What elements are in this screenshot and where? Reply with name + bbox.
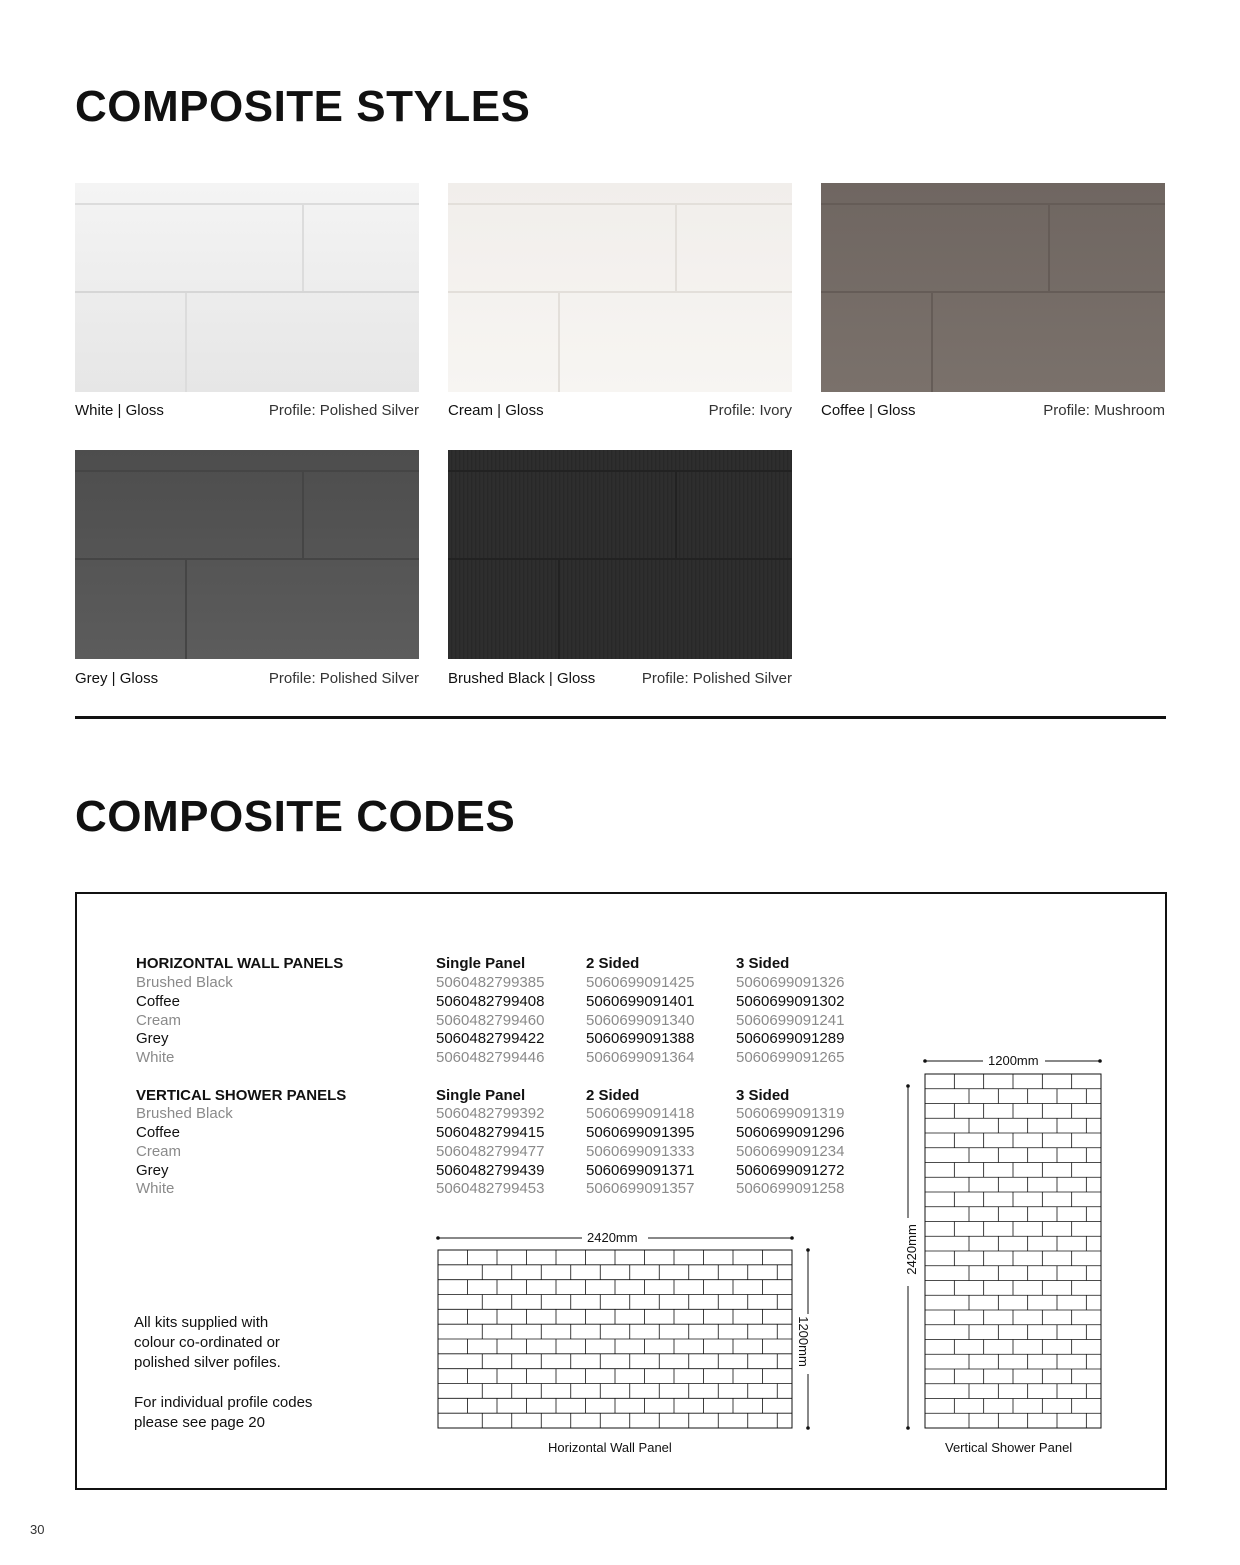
swatch-caption-brushed-black [448,670,792,687]
table-row-name: White [136,1180,175,1197]
table-row-name: Brushed Black [136,1105,233,1122]
code-two: 5060699091425 [586,974,695,991]
code-single: 5060482799385 [436,974,545,991]
code-two: 5060699091401 [586,993,695,1010]
vertical-col-single: Single Panel [436,1087,526,1104]
table-row-name: Cream [136,1012,182,1029]
codes-title: COMPOSITE CODES [75,792,516,841]
code-single: 5060482799392 [436,1105,545,1122]
code-three: 5060699091302 [736,993,845,1010]
table-row-name: Coffee [136,993,180,1010]
code-single: 5060482799453 [436,1180,545,1197]
code-single: 5060482799446 [436,1049,545,1066]
code-single: 5060482799477 [436,1143,545,1160]
code-two: 5060699091388 [586,1030,695,1047]
code-single: 5060482799415 [436,1124,545,1141]
code-two: 5060699091395 [586,1124,695,1141]
table-row-name: Grey [136,1162,169,1179]
vertical-width-label: 1200mm [988,1053,1039,1068]
vertical-heading: VERTICAL SHOWER PANELS [136,1087,347,1104]
code-two: 5060699091364 [586,1049,695,1066]
vertical-caption: Vertical Shower Panel [945,1440,1073,1455]
code-three: 5060699091234 [736,1143,845,1160]
code-two: 5060699091333 [586,1143,695,1160]
swatch-caption-white [75,402,419,419]
swatch-profile: Profile: Ivory [708,402,792,419]
code-two: 5060699091340 [586,1012,695,1029]
code-three: 5060699091258 [736,1180,845,1197]
swatch-coffee [821,183,1165,392]
swatch-brushed-black [448,450,792,659]
code-three: 5060699091241 [736,1012,845,1029]
note-line: For individual profile codes [134,1394,313,1411]
kit-note [134,1313,281,1373]
table-row-name: Brushed Black [136,974,233,991]
vertical-col-three: 3 Sided [736,1087,790,1104]
vertical-col-two: 2 Sided [586,1087,640,1104]
swatch-caption-cream [448,402,792,419]
swatch-caption-coffee [821,402,1165,419]
vertical-panel-diagram [895,1050,1115,1435]
section-divider [75,716,1166,719]
note-line: colour co-ordinated or [134,1334,280,1351]
swatch-name: White | Gloss [75,402,164,419]
swatch-white [75,183,419,392]
horizontal-width-label: 2420mm [587,1230,638,1245]
swatch-name: Brushed Black | Gloss [448,670,596,687]
swatch-profile: Profile: Mushroom [1043,402,1165,419]
code-three: 5060699091272 [736,1162,845,1179]
horizontal-brick-grid [438,1250,792,1428]
horizontal-col-three: 3 Sided [736,955,790,972]
swatch-name: Cream | Gloss [448,402,544,419]
code-two: 5060699091357 [586,1180,695,1197]
table-row-name: Grey [136,1030,169,1047]
swatch-cream [448,183,792,392]
code-three: 5060699091289 [736,1030,845,1047]
table-row-name: White [136,1049,175,1066]
swatch-profile: Profile: Polished Silver [641,670,792,687]
vertical-brick-grid [925,1074,1101,1428]
horizontal-panel-diagram [430,1226,830,1462]
swatch-grey [75,450,419,659]
table-row-name: Coffee [136,1124,180,1141]
swatch-profile: Profile: Polished Silver [268,402,419,419]
horizontal-heading: HORIZONTAL WALL PANELS [136,955,344,972]
vertical-height-label: 2420mm [903,1224,919,1275]
note-line: All kits supplied with [134,1314,269,1331]
horizontal-caption: Horizontal Wall Panel [548,1440,672,1455]
code-single: 5060482799460 [436,1012,545,1029]
swatch-name: Coffee | Gloss [821,402,916,419]
code-three: 5060699091265 [736,1049,845,1066]
code-single: 5060482799408 [436,993,545,1010]
table-row-name: Cream [136,1143,182,1160]
horizontal-height-label: 1200mm [795,1316,811,1367]
styles-title: COMPOSITE STYLES [75,82,531,131]
swatch-name: Grey | Gloss [75,670,159,687]
code-single: 5060482799422 [436,1030,545,1047]
profile-note [134,1393,312,1433]
code-three: 5060699091296 [736,1124,845,1141]
code-three: 5060699091319 [736,1105,845,1122]
note-line: please see page 20 [134,1414,265,1431]
code-two: 5060699091418 [586,1105,695,1122]
code-three: 5060699091326 [736,974,845,991]
page-number: 30 [30,1522,45,1537]
code-single: 5060482799439 [436,1162,545,1179]
horizontal-col-two: 2 Sided [586,955,640,972]
swatch-caption-grey [75,670,419,687]
horizontal-col-single: Single Panel [436,955,526,972]
note-line: polished silver pofiles. [134,1354,281,1371]
swatch-profile: Profile: Polished Silver [268,670,419,687]
code-two: 5060699091371 [586,1162,695,1179]
